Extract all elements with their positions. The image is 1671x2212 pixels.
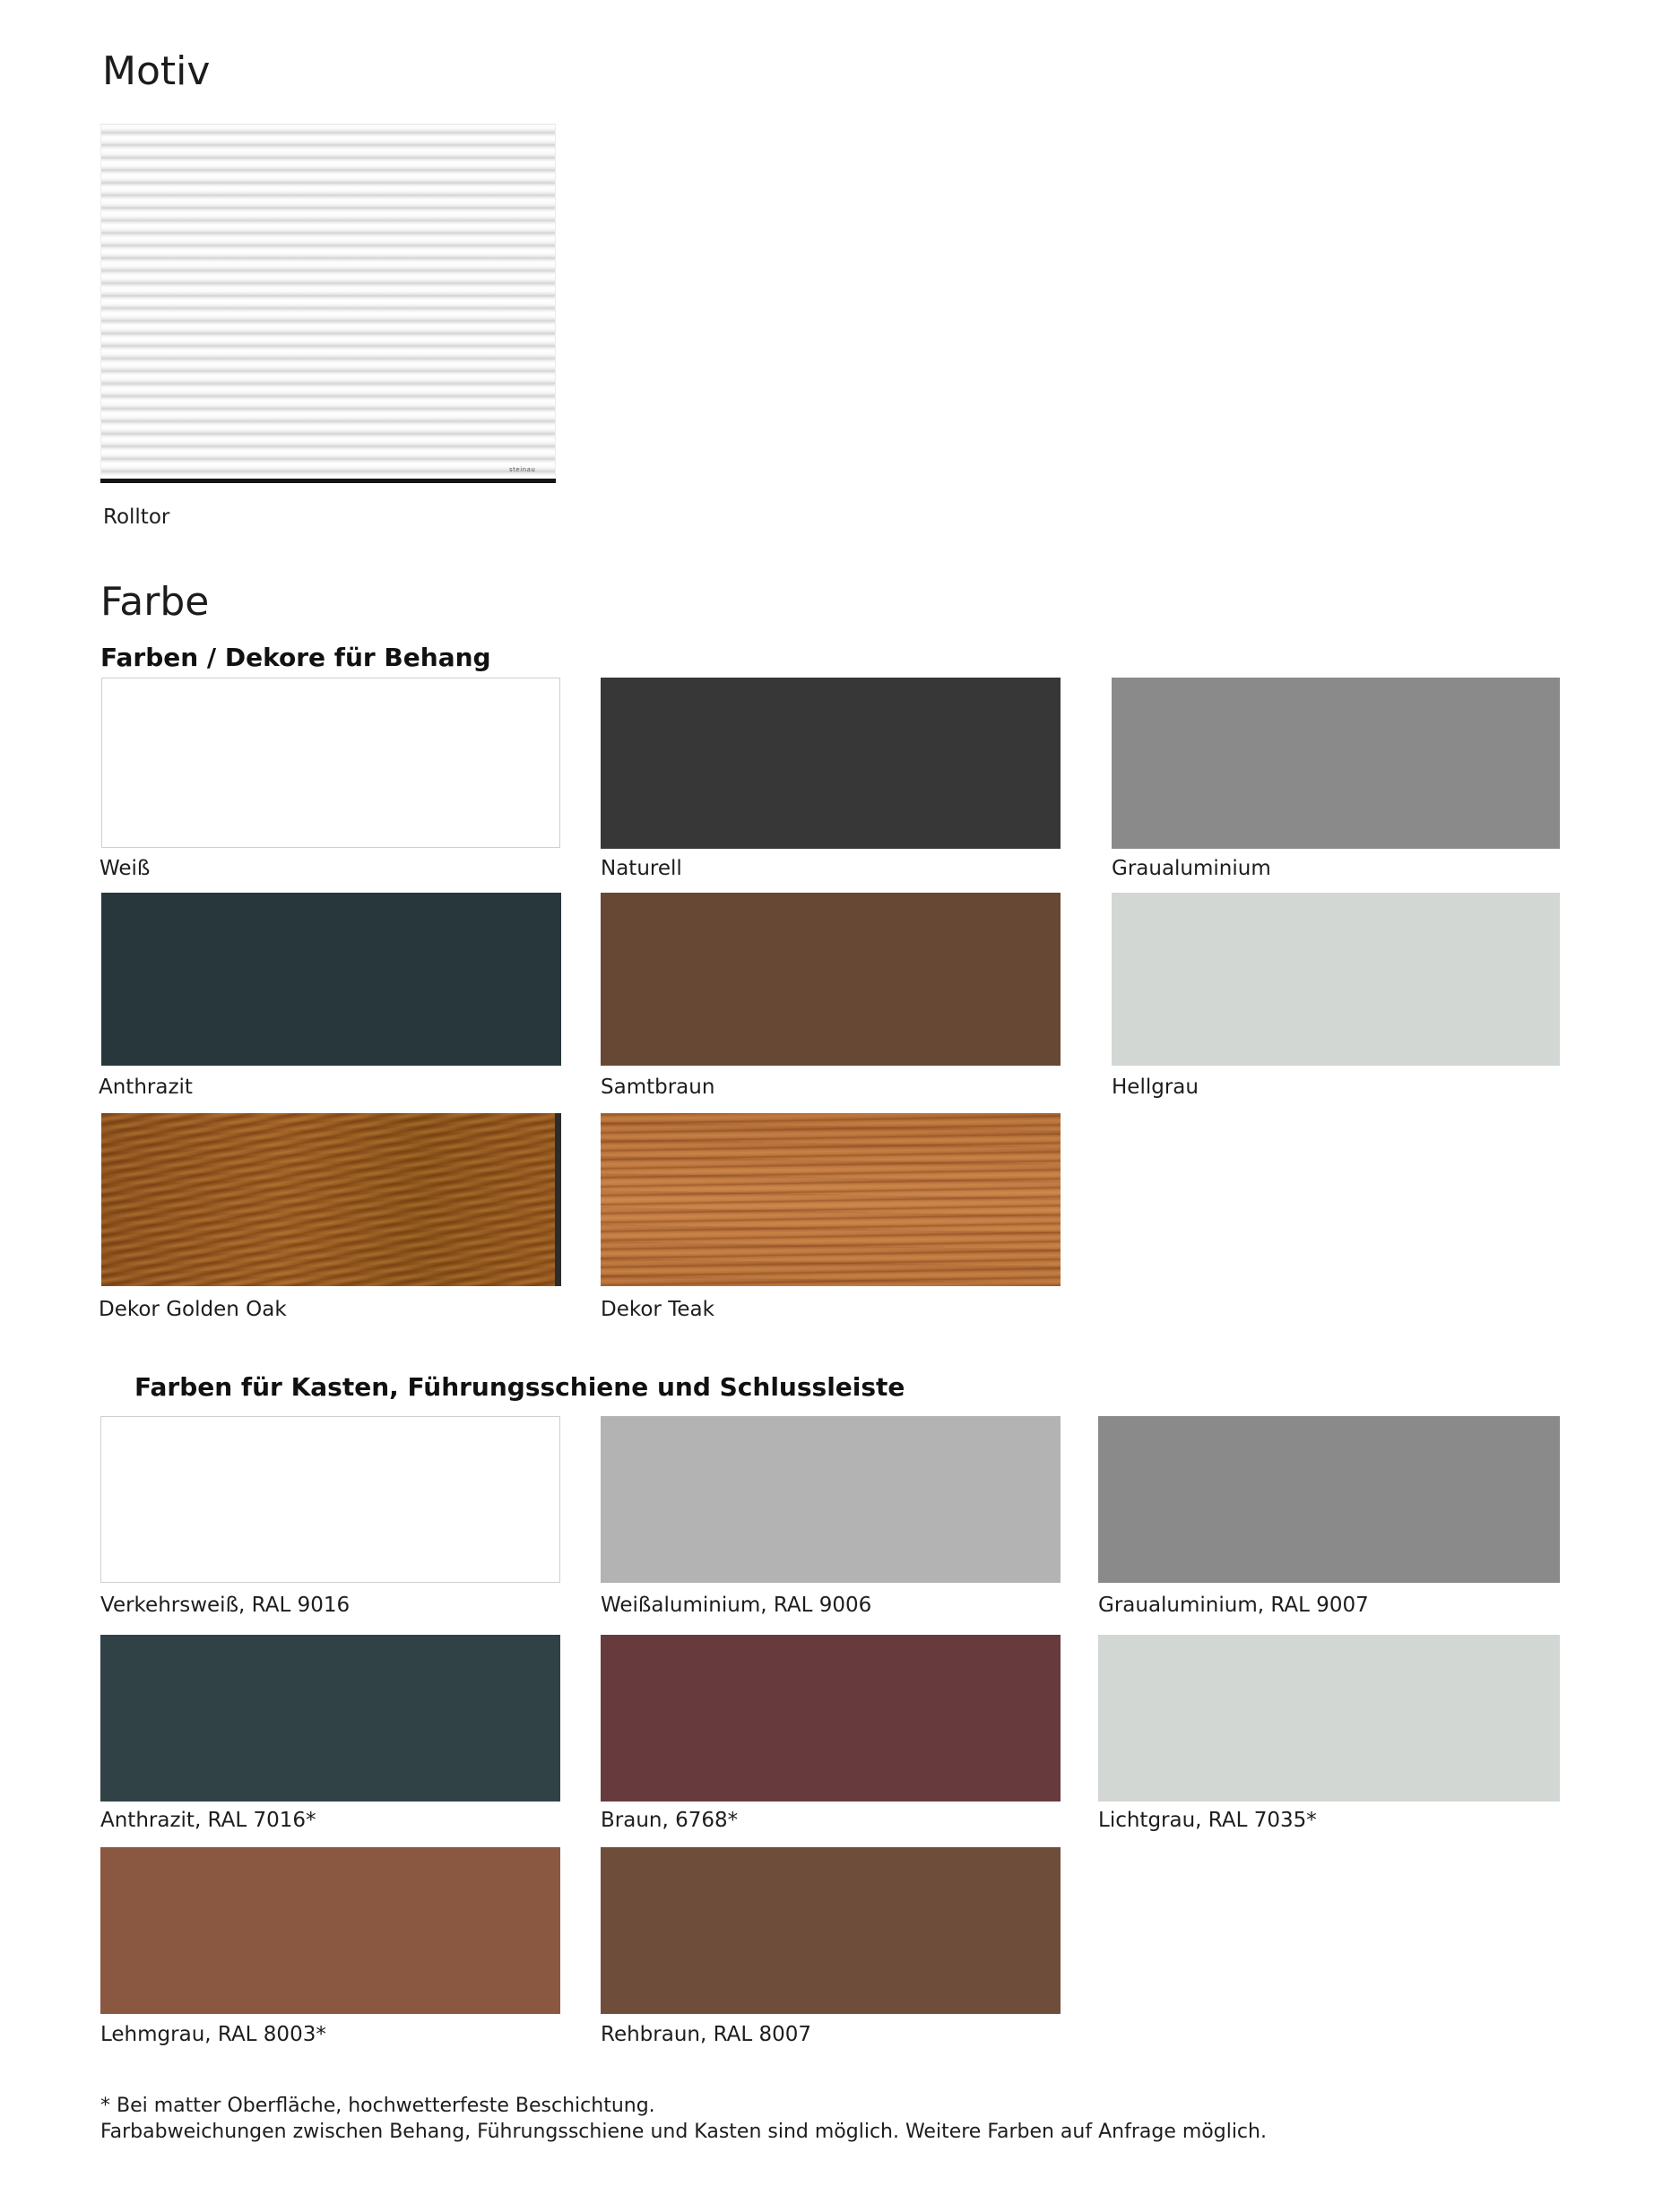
swatch-weiss[interactable]	[101, 678, 560, 848]
swatch-label: Hellgrau	[1112, 1076, 1199, 1099]
rolltor-label: Rolltor	[103, 505, 170, 529]
swatch-label: Dekor Golden Oak	[99, 1298, 287, 1321]
footnote-deviations: Farbabweichungen zwischen Behang, Führungsschiene und Kasten sind möglich. Weitere Farben auf Anfrage möglich.	[100, 2121, 1267, 2143]
swatch-lehmgrau[interactable]	[100, 1847, 560, 2014]
swatch-label: Anthrazit	[99, 1076, 193, 1099]
swatch-label: Graualuminium	[1112, 857, 1271, 880]
swatch-lichtgrau[interactable]	[1098, 1635, 1560, 1802]
swatch-label: Graualuminium, RAL 9007	[1098, 1594, 1369, 1617]
swatch-label: Dekor Teak	[601, 1298, 714, 1321]
swatch-graualuminium-ral[interactable]	[1098, 1416, 1560, 1583]
swatch-anthrazit-ral[interactable]	[100, 1635, 560, 1802]
door-logo: steinau	[509, 466, 536, 473]
swatch-naturell[interactable]	[601, 678, 1061, 849]
swatch-label: Lehmgrau, RAL 8003*	[100, 2023, 326, 2046]
swatch-graualuminium[interactable]	[1112, 678, 1560, 849]
swatch-weissaluminium[interactable]	[601, 1416, 1061, 1583]
swatch-hellgrau[interactable]	[1112, 893, 1560, 1066]
swatch-rehbraun[interactable]	[601, 1847, 1061, 2014]
swatch-label: Lichtgrau, RAL 7035*	[1098, 1809, 1317, 1832]
kasten-subheading: Farben für Kasten, Führungsschiene und Schlussleiste	[134, 1372, 905, 1402]
swatch-label: Anthrazit, RAL 7016*	[100, 1809, 316, 1832]
swatch-label: Braun, 6768*	[601, 1809, 739, 1832]
rolltor-motif-image[interactable]	[100, 124, 556, 481]
motiv-heading: Motiv	[102, 48, 211, 94]
swatch-verkehrsweiss[interactable]	[100, 1416, 560, 1583]
swatch-braun[interactable]	[601, 1635, 1061, 1802]
swatch-samtbraun[interactable]	[601, 893, 1061, 1066]
golden-oak-edge	[555, 1113, 561, 1286]
behang-subheading: Farben / Dekore für Behang	[100, 643, 491, 672]
swatch-anthrazit[interactable]	[101, 893, 561, 1066]
swatch-dekor-teak[interactable]	[601, 1113, 1061, 1286]
swatch-label: Weißaluminium, RAL 9006	[601, 1594, 872, 1617]
footnote-coating: * Bei matter Oberfläche, hochwetterfeste Beschichtung.	[100, 2095, 655, 2117]
swatch-dekor-golden-oak[interactable]	[101, 1113, 555, 1286]
farbe-heading: Farbe	[100, 579, 210, 625]
swatch-label: Rehbraun, RAL 8007	[601, 2023, 812, 2046]
swatch-label: Naturell	[601, 857, 682, 880]
swatch-label: Samtbraun	[601, 1076, 715, 1099]
door-base-rail	[100, 479, 556, 483]
swatch-label: Verkehrsweiß, RAL 9016	[100, 1594, 351, 1617]
swatch-label: Weiß	[100, 857, 151, 880]
